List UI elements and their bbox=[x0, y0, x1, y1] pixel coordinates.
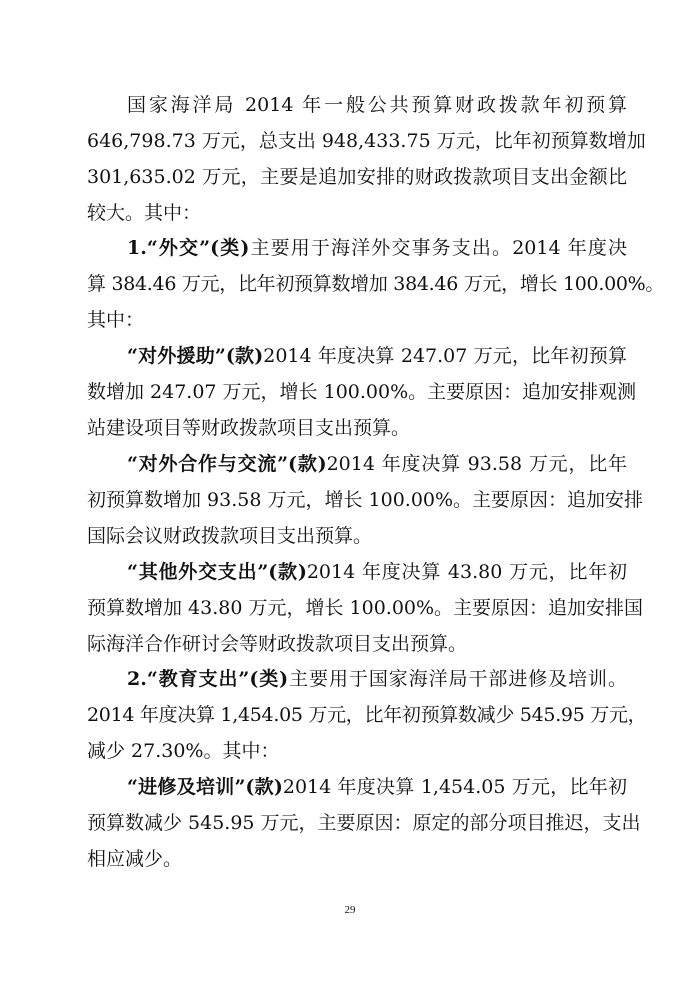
paragraph-6-line-1-text: 主要用于国家海洋局干部进修及培训。 bbox=[288, 668, 627, 690]
paragraph-7-line-1 bbox=[127, 775, 627, 799]
paragraph-3-heading: “对外援助”(款) bbox=[127, 345, 264, 367]
paragraph-5-line-1-text: 2014 年度决算 43.80 万元，比年初 bbox=[306, 561, 627, 583]
paragraph-7-line-1-text: 2014 年度决算 1,454.05 万元，比年初 bbox=[282, 776, 627, 798]
paragraph-1-line-4: 较大。其中： bbox=[87, 202, 202, 224]
paragraph-4-line-3: 国际会议财政拨款项目支出预算。 bbox=[87, 525, 373, 547]
paragraph-1-line-3: 301,635.02 万元，主要是追加安排的财政拨款项目支出金额比 bbox=[87, 166, 627, 188]
paragraph-2-line-1 bbox=[127, 236, 627, 260]
paragraph-7-line-2: 预算数减少 545.95 万元，主要原因：原定的部分项目推迟，支出 bbox=[87, 812, 641, 834]
paragraph-3-line-2: 数增加 247.07 万元，增长 100.00%。主要原因：追加安排观测 bbox=[87, 381, 637, 403]
paragraph-7-line-3: 相应减少。 bbox=[87, 848, 183, 870]
page-number: 29 bbox=[344, 904, 356, 916]
paragraph-3-line-1-text: 2014 年度决算 247.07 万元，比年初预算 bbox=[263, 345, 627, 367]
paragraph-2-line-2: 算 384.46 万元，比年初预算数增加 384.46 万元，增长 100.00%。 bbox=[87, 273, 665, 295]
paragraph-4-heading: “对外合作与交流”(款) bbox=[127, 453, 327, 475]
paragraph-5-line-3: 际海洋合作研讨会等财政拨款项目支出预算。 bbox=[87, 633, 468, 655]
paragraph-7-heading: “进修及培训”(款) bbox=[127, 776, 283, 798]
paragraph-4-line-2: 初预算数增加 93.58 万元，增长 100.00%。主要原因：追加安排 bbox=[87, 489, 644, 511]
paragraph-4-line-1-text: 2014 年度决算 93.58 万元，比年 bbox=[326, 453, 627, 475]
paragraph-6-heading: 2.“教育支出”(类) bbox=[127, 668, 289, 690]
paragraph-6-line-3: 减少 27.30%。其中： bbox=[87, 740, 280, 762]
paragraph-4-line-1 bbox=[127, 452, 627, 476]
paragraph-1-line-2: 646,798.73 万元，总支出 948,433.75 万元，比年初预算数增加 bbox=[87, 130, 646, 152]
paragraph-6-line-2: 2014 年度决算 1,454.05 万元，比年初预算数减少 545.95 万元， bbox=[87, 704, 647, 726]
paragraph-2-line-1-text: 主要用于海洋外交事务支出。2014 年度决 bbox=[249, 237, 627, 259]
paragraph-6-line-1 bbox=[127, 667, 627, 691]
paragraph-2-line-3: 其中： bbox=[87, 309, 145, 331]
paragraph-2-heading: 1.“外交”(类) bbox=[127, 237, 250, 259]
paragraph-1-line-1: 国家海洋局 2014 年一般公共预算财政拨款年初预算 bbox=[127, 94, 627, 116]
paragraph-5-heading: “其他外交支出”(款) bbox=[127, 561, 307, 583]
paragraph-5-line-2: 预算数增加 43.80 万元，增长 100.00%。主要原因：追加安排国 bbox=[87, 597, 644, 619]
paragraph-3-line-3: 站建设项目等财政拨款项目支出预算。 bbox=[87, 417, 411, 439]
paragraph-3-line-1 bbox=[127, 344, 627, 368]
paragraph-5-line-1 bbox=[127, 560, 627, 584]
